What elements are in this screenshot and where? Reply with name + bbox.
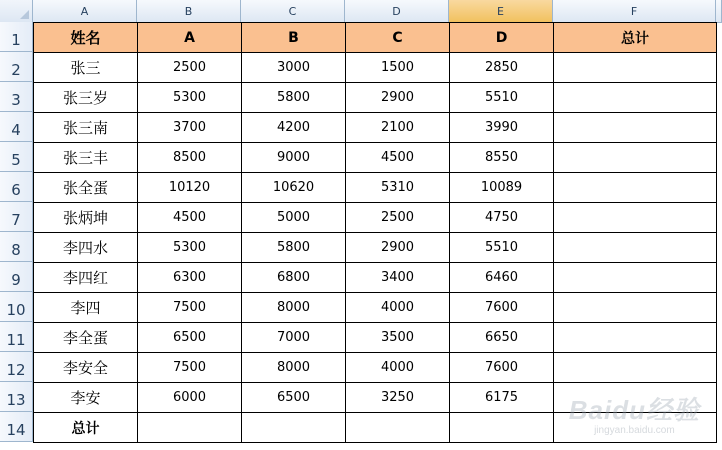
table-row-11-cell-a[interactable]: 李全蛋 [34, 323, 138, 353]
total-row-cell-e[interactable] [450, 413, 554, 443]
row-header-7[interactable]: 7 [0, 202, 32, 232]
table-row-2-cell-f[interactable] [554, 53, 717, 83]
table-row-9 [34, 263, 717, 293]
column-header-b[interactable]: B [137, 0, 241, 22]
table-row-4-cell-b[interactable]: 3700 [138, 113, 242, 143]
column-header-g-partial[interactable] [716, 0, 722, 22]
table-row-7-cell-f[interactable] [554, 203, 717, 233]
total-row [34, 413, 717, 443]
table-row-5-cell-d[interactable]: 4500 [346, 143, 450, 173]
row-header-10[interactable]: 10 [0, 292, 32, 322]
row-header-1[interactable]: 1 [0, 22, 32, 52]
table-row-3-cell-c[interactable]: 5800 [242, 83, 346, 113]
column-header-d[interactable]: D [345, 0, 449, 22]
table-row-3-cell-a[interactable]: 张三岁 [34, 83, 138, 113]
row-header-3[interactable]: 3 [0, 82, 32, 112]
table-row-9-cell-f[interactable] [554, 263, 717, 293]
table-row-2-cell-a[interactable]: 张三 [34, 53, 138, 83]
column-header-f[interactable]: F [553, 0, 716, 22]
table-row-8 [34, 233, 717, 263]
table-row-7-cell-d[interactable]: 2500 [346, 203, 450, 233]
table-row-8-cell-c[interactable]: 5800 [242, 233, 346, 263]
total-row-cell-d[interactable] [346, 413, 450, 443]
row-header-6[interactable]: 6 [0, 172, 32, 202]
table-row-12-cell-e[interactable]: 7600 [450, 353, 554, 383]
table-row-11-cell-b[interactable]: 6500 [138, 323, 242, 353]
table-row-7-cell-a[interactable]: 张炳坤 [34, 203, 138, 233]
table-row-8-cell-a[interactable]: 李四水 [34, 233, 138, 263]
table-row-12-cell-b[interactable]: 7500 [138, 353, 242, 383]
watermark-brand: Baidu经验 [568, 395, 700, 425]
table-row-6-cell-c[interactable]: 10620 [242, 173, 346, 203]
table-row-10-cell-f[interactable] [554, 293, 717, 323]
table-row-4 [34, 113, 717, 143]
total-row-cell-b[interactable] [138, 413, 242, 443]
table-row-8-cell-f[interactable] [554, 233, 717, 263]
table-row-12-cell-f[interactable] [554, 353, 717, 383]
table-row-9-cell-e[interactable]: 6460 [450, 263, 554, 293]
table-row-6-cell-d[interactable]: 5310 [346, 173, 450, 203]
row-header-4[interactable]: 4 [0, 112, 32, 142]
table-row-12-cell-a[interactable]: 李安全 [34, 353, 138, 383]
table-row-11-cell-f[interactable] [554, 323, 717, 353]
table-row-7-cell-c[interactable]: 5000 [242, 203, 346, 233]
column-header-bar [0, 0, 722, 23]
table-row-13-cell-f[interactable] [554, 383, 717, 413]
table-row-4-cell-e[interactable]: 3990 [450, 113, 554, 143]
table-row-3 [34, 83, 717, 113]
table-row-4-cell-c[interactable]: 4200 [242, 113, 346, 143]
table-row-2-cell-d[interactable]: 1500 [346, 53, 450, 83]
header-row-cell-d[interactable]: C [346, 23, 450, 53]
table-row-10-cell-d[interactable]: 4000 [346, 293, 450, 323]
table-row-5-cell-a[interactable]: 张三丰 [34, 143, 138, 173]
row-header-5[interactable]: 5 [0, 142, 32, 172]
table-row-13-cell-b[interactable]: 6000 [138, 383, 242, 413]
table-row-12 [34, 353, 717, 383]
table-row-10-cell-c[interactable]: 8000 [242, 293, 346, 323]
select-all-corner[interactable] [0, 0, 33, 22]
column-header-c[interactable]: C [241, 0, 345, 22]
header-row-cell-e[interactable]: D [450, 23, 554, 53]
table-row-2 [34, 53, 717, 83]
table-row-6-cell-e[interactable]: 10089 [450, 173, 554, 203]
table-row-4-cell-f[interactable] [554, 113, 717, 143]
table-row-4-cell-d[interactable]: 2100 [346, 113, 450, 143]
table-row-5-cell-e[interactable]: 8550 [450, 143, 554, 173]
table-row-13-cell-e[interactable]: 6175 [450, 383, 554, 413]
table-row-11-cell-c[interactable]: 7000 [242, 323, 346, 353]
table-row-6-cell-f[interactable] [554, 173, 717, 203]
table-row-2-cell-e[interactable]: 2850 [450, 53, 554, 83]
table-row-3-cell-d[interactable]: 2900 [346, 83, 450, 113]
table-row-3-cell-f[interactable] [554, 83, 717, 113]
table-row-6-cell-a[interactable]: 张全蛋 [34, 173, 138, 203]
watermark-url: jingyan.baidu.com [594, 425, 675, 436]
table-row-5-cell-f[interactable] [554, 143, 717, 173]
row-header-8[interactable]: 8 [0, 232, 32, 262]
row-header-12[interactable]: 12 [0, 352, 32, 382]
row-header-13[interactable]: 13 [0, 382, 32, 412]
table-row-11 [34, 323, 717, 353]
table-row-11-cell-d[interactable]: 3500 [346, 323, 450, 353]
table-row-13-cell-c[interactable]: 6500 [242, 383, 346, 413]
table-row-6-cell-b[interactable]: 10120 [138, 173, 242, 203]
table-row-10-cell-e[interactable]: 7600 [450, 293, 554, 323]
table-row-9-cell-d[interactable]: 3400 [346, 263, 450, 293]
table-row-2-cell-c[interactable]: 3000 [242, 53, 346, 83]
table-row-7-cell-b[interactable]: 4500 [138, 203, 242, 233]
row-header-14[interactable]: 14 [0, 412, 32, 442]
row-header-9[interactable]: 9 [0, 262, 32, 292]
table-row-9-cell-c[interactable]: 6800 [242, 263, 346, 293]
header-row-cell-c[interactable]: B [242, 23, 346, 53]
table-row-12-cell-d[interactable]: 4000 [346, 353, 450, 383]
header-row-cell-b[interactable]: A [138, 23, 242, 53]
table-row-10-cell-a[interactable]: 李四 [34, 293, 138, 323]
table-row-10 [34, 293, 717, 323]
table-row-13 [34, 383, 717, 413]
table-row-8-cell-e[interactable]: 5510 [450, 233, 554, 263]
table-row-9-cell-a[interactable]: 李四红 [34, 263, 138, 293]
table-row-13-cell-d[interactable]: 3250 [346, 383, 450, 413]
header-row-cell-a[interactable]: 姓名 [34, 23, 138, 53]
table-row-6 [34, 173, 717, 203]
table-row-8-cell-d[interactable]: 2900 [346, 233, 450, 263]
table-row-5-cell-b[interactable]: 8500 [138, 143, 242, 173]
header-row-cell-f[interactable]: 总计 [554, 23, 717, 53]
table-row-2-cell-b[interactable]: 2500 [138, 53, 242, 83]
table-row-7-cell-e[interactable]: 4750 [450, 203, 554, 233]
table-row-8-cell-b[interactable]: 5300 [138, 233, 242, 263]
table-row-3-cell-b[interactable]: 5300 [138, 83, 242, 113]
table-row-3-cell-e[interactable]: 5510 [450, 83, 554, 113]
select-all-triangle-icon [20, 10, 29, 19]
data-grid [33, 22, 717, 443]
table-row-10-cell-b[interactable]: 7500 [138, 293, 242, 323]
total-row-cell-c[interactable] [242, 413, 346, 443]
row-header-11[interactable]: 11 [0, 322, 32, 352]
row-header-2[interactable]: 2 [0, 52, 32, 82]
table-row-9-cell-b[interactable]: 6300 [138, 263, 242, 293]
table-row-4-cell-a[interactable]: 张三南 [34, 113, 138, 143]
table-row-12-cell-c[interactable]: 8000 [242, 353, 346, 383]
row-header-column [0, 22, 33, 442]
table-row-5-cell-c[interactable]: 9000 [242, 143, 346, 173]
total-row-cell-f[interactable] [554, 413, 717, 443]
header-row [34, 23, 717, 53]
table-row-13-cell-a[interactable]: 李安 [34, 383, 138, 413]
table-row-11-cell-e[interactable]: 6650 [450, 323, 554, 353]
table-row-7 [34, 203, 717, 233]
total-row-cell-a[interactable]: 总计 [34, 413, 138, 443]
column-header-e[interactable]: E [449, 0, 553, 22]
table-row-5 [34, 143, 717, 173]
column-header-a[interactable]: A [33, 0, 137, 22]
